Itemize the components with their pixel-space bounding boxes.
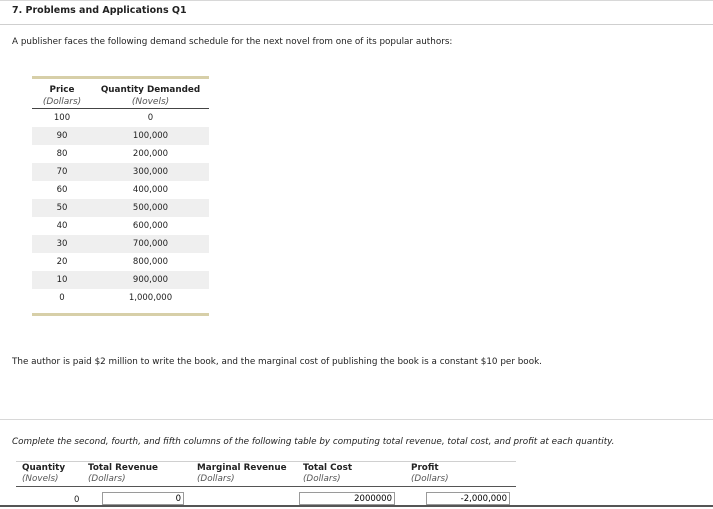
profit-input[interactable] [426,492,510,505]
total-cost-input[interactable] [299,492,395,505]
quantity-cell: 700,000 [132,239,169,249]
quantity-cell: 500,000 [132,203,169,213]
table-row [32,199,209,217]
demand-schedule-table [32,76,209,316]
quantity-cell: 600,000 [132,221,169,231]
header-profit-label: Profit [411,463,439,473]
price-cell: 30 [56,239,68,249]
price-cell: 50 [56,203,68,213]
answer-header-separator [16,486,516,487]
header-marginal-revenue [197,463,287,484]
table-row [32,181,209,199]
header-profit [411,463,449,484]
table-row [32,217,209,235]
table-row [32,271,209,289]
price-cell: 40 [56,221,68,231]
answer-header-topline [16,461,516,462]
table-row [32,253,209,271]
table-row [32,163,209,181]
table-row [32,289,209,307]
price-cell: 20 [56,257,68,267]
price-header-unit: (Dollars) [42,97,82,107]
quantity-cell: 1,000,000 [128,293,173,303]
total-revenue-input[interactable] [102,492,184,505]
problem-heading: 7. Problems and Applications Q1 [12,5,187,16]
instruction-divider [0,419,713,420]
header-quantity-label: Quantity [22,463,66,473]
price-cell: 70 [56,167,68,177]
header-total-revenue-label: Total Revenue [88,463,159,473]
instruction-text: Complete the second, fourth, and fifth columns of the following table by computing total revenue, total cost, and profit at each quantity. [12,437,615,447]
header-total-cost-label: Total Cost [303,463,353,473]
header-profit-unit: (Dollars) [411,474,449,484]
table-row [32,145,209,163]
price-cell: 90 [56,131,68,141]
quantity-column-header [92,85,209,108]
price-column-header [32,85,92,108]
table-row [32,127,209,145]
header-total-cost-unit: (Dollars) [303,474,341,484]
table-bottom-bar [32,313,209,316]
author-note-text: The author is paid $2 million to write the book, and the marginal cost of publishing the book is a constant $10 per book. [12,357,542,367]
answer-table [16,461,516,509]
quantity-cell: 900,000 [132,275,169,285]
quantity-header-label: Quantity Demanded [100,85,201,95]
intro-text: A publisher faces the following demand schedule for the next novel from one of its popular authors: [12,37,453,47]
price-cell: 0 [59,293,65,303]
header-quantity-unit: (Novels) [22,474,59,484]
header-total-revenue-unit: (Dollars) [88,474,126,484]
price-cell: 60 [56,185,68,195]
header-marginal-revenue-unit: (Dollars) [197,474,235,484]
price-cell: 100 [53,113,71,123]
price-cell: 80 [56,149,68,159]
header-quantity [22,463,65,484]
table-body [32,109,209,307]
table-row [32,235,209,253]
header-total-revenue [88,463,158,484]
quantity-cell: 0 [147,113,154,123]
quantity-cell: 200,000 [132,149,169,159]
answer-table-header [16,461,516,489]
row-quantity: 0 [74,495,80,505]
quantity-cell: 300,000 [132,167,169,177]
heading-divider [0,24,713,25]
header-total-cost [303,463,352,484]
quantity-header-unit: (Novels) [131,97,170,107]
table-header [32,79,209,109]
quantity-cell: 800,000 [132,257,169,267]
quantity-cell: 400,000 [132,185,169,195]
price-header-label: Price [49,85,75,95]
price-cell: 10 [56,275,68,285]
quantity-cell: 100,000 [132,131,169,141]
table-row [32,109,209,127]
top-divider [0,0,713,1]
header-marginal-revenue-label: Marginal Revenue [197,463,287,473]
